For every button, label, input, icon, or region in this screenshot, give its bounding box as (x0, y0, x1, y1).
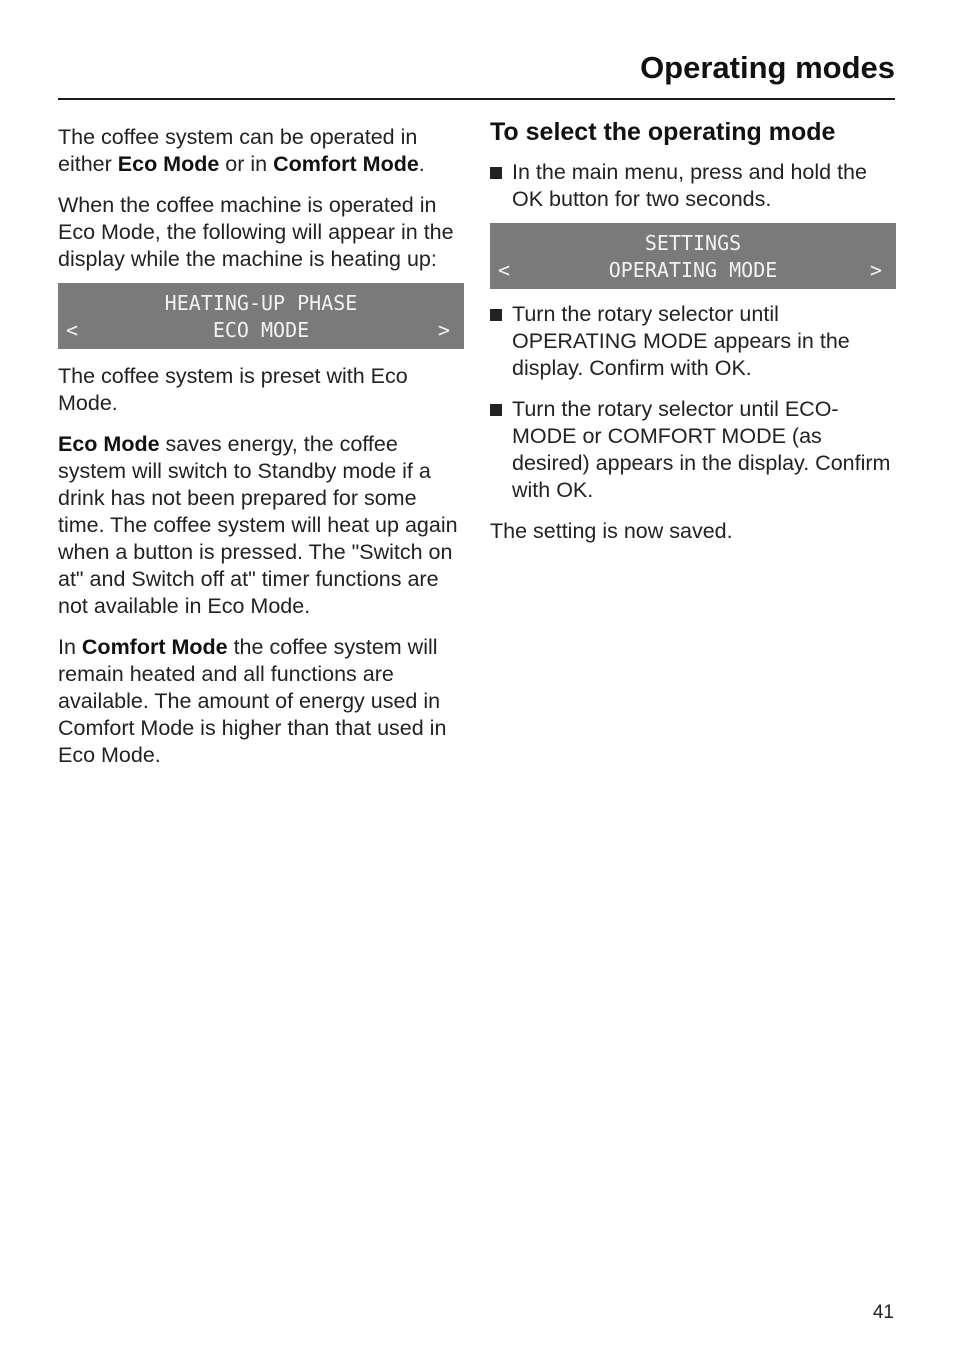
step-1-text: In the main menu, press and hold the OK button for two seconds. (512, 160, 867, 211)
display-line-1: SETTINGS (644, 231, 742, 255)
instruction-step-2 (490, 301, 896, 382)
intro-text-3: . (418, 152, 425, 176)
heating-display-panel (58, 283, 464, 349)
title-divider (58, 98, 895, 100)
eco-mode-paragraph (58, 431, 464, 620)
eco-mode-term: Eco Mode (117, 152, 220, 176)
display-line-1: HEATING-UP PHASE (164, 291, 358, 315)
comfort-text-1: In (58, 635, 82, 659)
instruction-step-3 (490, 396, 896, 504)
comfort-mode-paragraph (58, 634, 464, 769)
intro-text-1: The coffee system can be operated in either (58, 125, 418, 176)
instruction-step-1 (490, 159, 896, 213)
display-line-2: OPERATING MODE (608, 258, 778, 282)
intro-paragraph (58, 124, 464, 178)
preset-paragraph: The coffee system is preset with Eco Mode. (58, 364, 408, 415)
bullet-square-icon (490, 404, 502, 416)
comfort-mode-text: the coffee system will remain heated and all functions are available. The amount of energy used in Comfort Mode is higher than that used in Eco Mode. (58, 635, 447, 767)
eco-mode-text: saves energy, the coffee system will switch to Standby mode if a drink has not been prepared for some time. The coffee system will heat up again when a button is pressed. The "Switch on at" and Switch off at" timer functions are not available in Eco Mode. (58, 432, 458, 618)
bullet-square-icon (490, 167, 502, 179)
comfort-mode-term: Comfort Mode (273, 152, 419, 176)
heating-paragraph: When the coffee machine is operated in Eco Mode, the following will appear in the display while the machine is heating up: (58, 193, 454, 271)
step-3-text: Turn the rotary selector until ECO-MODE or COMFORT MODE (as desired) appears in the display. Confirm with OK. (512, 397, 891, 502)
saved-paragraph: The setting is now saved. (490, 519, 733, 543)
eco-mode-bold: Eco Mode (58, 432, 160, 456)
page-title: Operating modes (640, 50, 895, 85)
comfort-mode-bold: Comfort Mode (81, 635, 228, 659)
display-line-2: ECO MODE (212, 318, 310, 342)
chevron-left-icon: < (66, 318, 79, 342)
left-column (58, 124, 464, 769)
right-column (490, 118, 896, 545)
chevron-right-icon: > (869, 258, 882, 282)
bullet-square-icon (490, 309, 502, 321)
chevron-right-icon: > (437, 318, 450, 342)
section-heading: To select the operating mode (490, 118, 836, 146)
page-number: 41 (872, 1302, 894, 1323)
intro-text-2: or in (219, 152, 274, 176)
step-2-text: Turn the rotary selector until OPERATING MODE appears in the display. Confirm with OK. (512, 302, 850, 380)
chevron-left-icon: < (498, 258, 511, 282)
settings-display-panel (490, 223, 896, 289)
